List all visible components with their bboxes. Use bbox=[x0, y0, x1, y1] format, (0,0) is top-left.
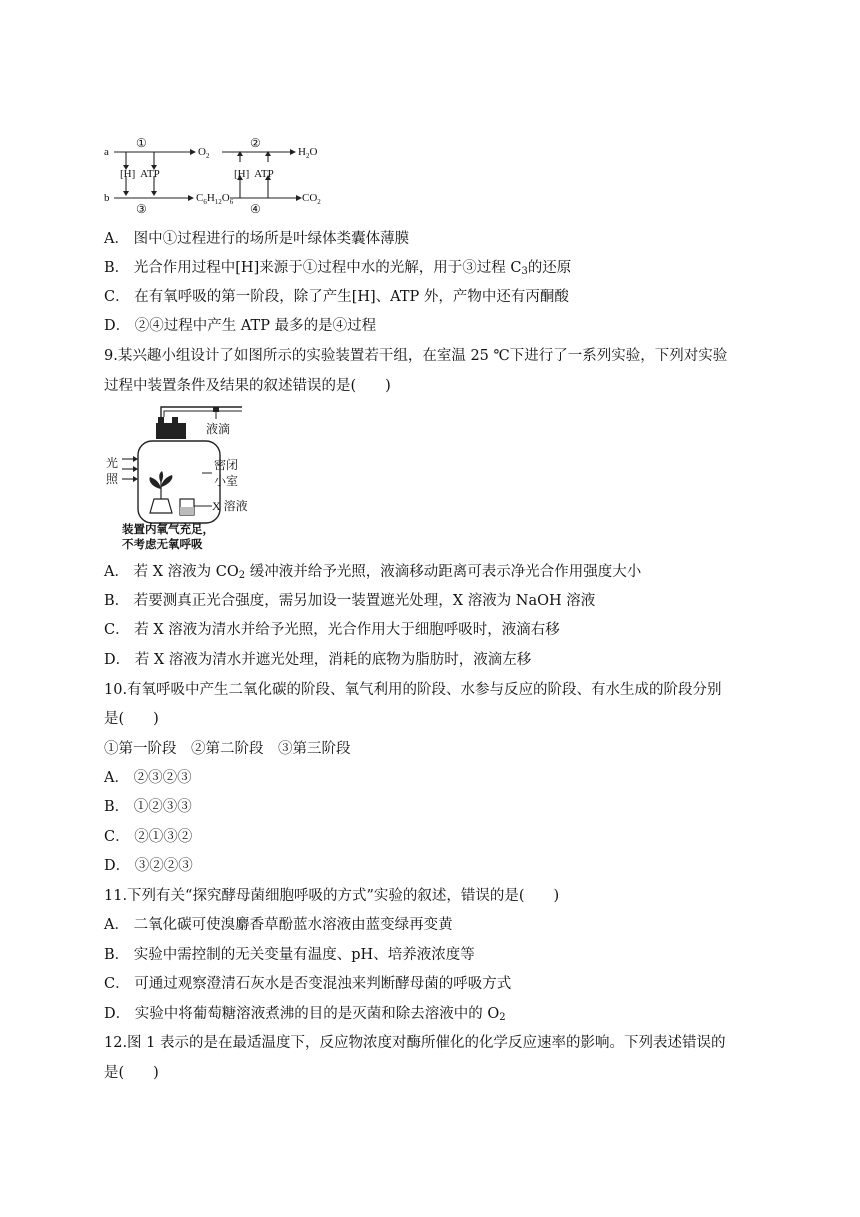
q8-option-c: C． 在有氧呼吸的第一阶段，除了产生[H]、ATP 外，产物中还有丙酮酸 bbox=[104, 289, 569, 305]
q10-option-a: A． ②③②③ bbox=[104, 770, 192, 786]
plant-icon bbox=[149, 471, 172, 513]
q8-option-b: B． 光合作用过程中[H]来源于①过程中水的光解，用于③过程 $C_3$的还原 bbox=[104, 260, 572, 277]
process-diagram bbox=[100, 134, 330, 218]
o2-label: $O_2$ bbox=[198, 146, 210, 160]
q12-stem-line-2: 是( ) bbox=[104, 1065, 159, 1081]
step-2-label: ② bbox=[250, 136, 261, 150]
q10-stem-line-2: 是( ) bbox=[104, 711, 159, 727]
droplet bbox=[213, 407, 219, 412]
q10-stage-list: ①第一阶段 ②第二阶段 ③第三阶段 bbox=[104, 741, 351, 757]
x-solution-label: X 溶液 bbox=[212, 499, 248, 513]
glucose-label: $C_6H_{12}O_6$ bbox=[196, 192, 234, 206]
q8-option-d: D． ②④过程中产生 ATP 最多的是④过程 bbox=[104, 318, 377, 334]
q8-option-a: A． 图中①过程进行的场所是叶绿体类囊体薄膜 bbox=[104, 231, 410, 247]
row-b-label: b bbox=[104, 192, 110, 204]
q9-option-c: C． 若 X 溶液为清水并给予光照，光合作用大于细胞呼吸时，液滴右移 bbox=[104, 622, 560, 638]
h-atp-label-right: [H] ATP bbox=[234, 168, 274, 180]
step-4-label: ④ bbox=[250, 202, 261, 216]
note-line-1: 装置内氧气充足， bbox=[122, 524, 214, 536]
light-label-1: 光 bbox=[106, 456, 119, 470]
sealed-chamber-label-1: 密闭 bbox=[214, 458, 239, 472]
q11-stem: 11.下列有关“探究酵母菌细胞呼吸的方式”实验的叙述，错误的是( ) bbox=[104, 888, 560, 904]
q11-option-c: C． 可通过观察澄清石灰水是否变混浊来判断酵母菌的呼吸方式 bbox=[104, 976, 512, 992]
note-line-2: 不考虑无氧呼吸 bbox=[122, 539, 203, 551]
q10-stem-line-1: 10.有氧呼吸中产生二氧化碳的阶段、氧气利用的阶段、水参与反应的阶段、有水生成的阶段分别 bbox=[104, 682, 722, 698]
step-1-label: ① bbox=[136, 136, 147, 150]
q10-option-c: C． ②①③② bbox=[104, 829, 193, 845]
co2-label: $CO_2$ bbox=[302, 192, 321, 206]
row-a-label: a bbox=[104, 146, 109, 158]
h2o-label: $H_2O$ bbox=[298, 146, 318, 160]
step-3-label: ③ bbox=[136, 202, 147, 216]
q9-option-b: B． 若要测真正光合强度，需另加设一装置遮光处理，X 溶液为 NaOH 溶液 bbox=[104, 593, 596, 609]
q11-option-a: A． 二氧化碳可使溴麝香草酚蓝水溶液由蓝变绿再变黄 bbox=[104, 917, 453, 933]
apparatus-figure bbox=[102, 403, 252, 553]
h-atp-label-left: [H] ATP bbox=[120, 168, 160, 180]
q10-option-b: B． ①②③③ bbox=[104, 799, 192, 815]
glass-tube bbox=[161, 407, 242, 417]
sealed-chamber-label-2: 小室 bbox=[214, 474, 239, 488]
droplet-label: 液滴 bbox=[206, 422, 231, 436]
q11-option-d: D． 实验中将葡萄糖溶液煮沸的目的是灭菌和除去溶液中的 $O_2$ bbox=[104, 1006, 506, 1023]
q9-stem-line-1: 9.某兴趣小组设计了如图所示的实验装置若干组，在室温 25 ℃下进行了一系列实验，下列对实验 bbox=[104, 348, 728, 364]
q10-option-d: D． ③②②③ bbox=[104, 858, 193, 874]
q11-option-b: B． 实验中需控制的无关变量有温度、pH、培养液浓度等 bbox=[104, 947, 475, 963]
q9-option-d: D． 若 X 溶液为清水并遮光处理，消耗的底物为脂肪时，液滴左移 bbox=[104, 652, 532, 668]
q12-stem-line-1: 12.图 1 表示的是在最适温度下，反应物浓度对酶所催化的化学反应速率的影响。下列表述错误的 bbox=[104, 1035, 726, 1051]
q9-stem-line-2: 过程中装置条件及结果的叙述错误的是( ) bbox=[104, 378, 391, 394]
q9-option-a: A． 若 X 溶液为 $CO_2$ 缓冲液并给予光照，液滴移动距离可表示净光合作用强度大小 bbox=[104, 564, 642, 581]
flask-stopper bbox=[156, 423, 186, 439]
light-label-2: 照 bbox=[106, 472, 119, 486]
